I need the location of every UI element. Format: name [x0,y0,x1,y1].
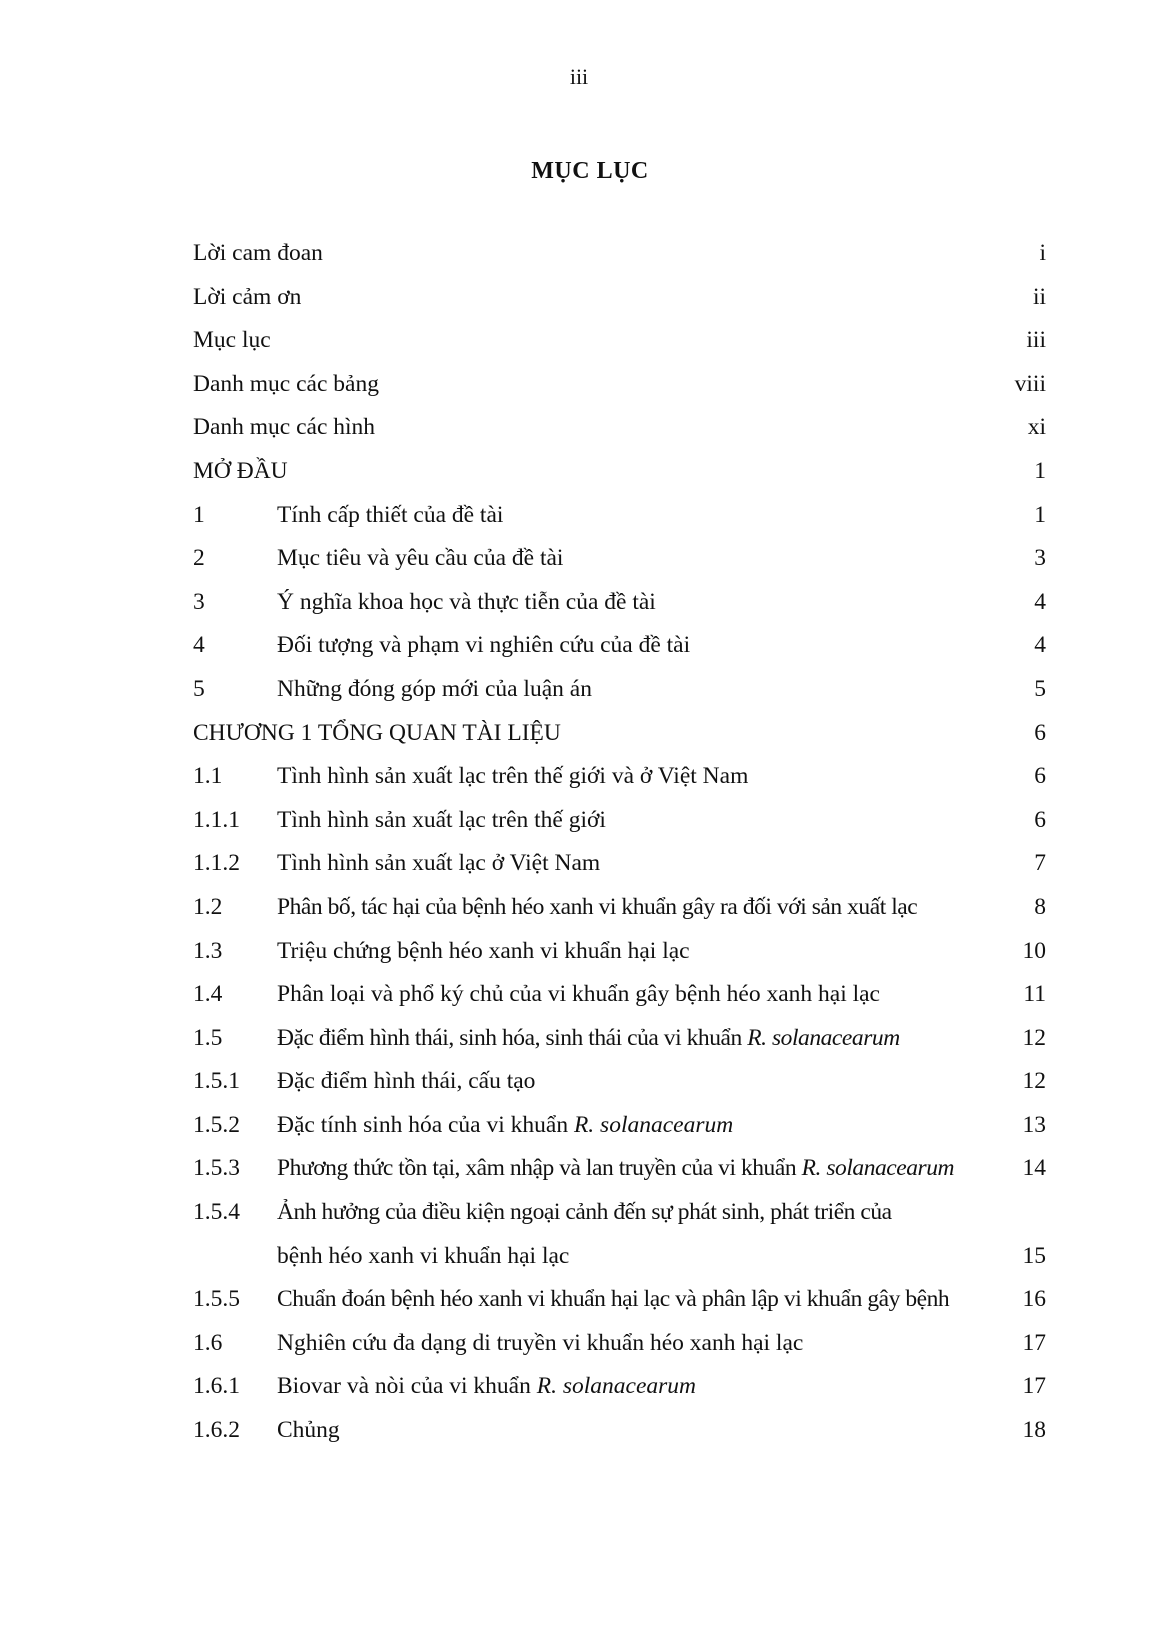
entry-page: xi [1027,414,1046,441]
entry-title: Những đóng góp mới của luận án [277,675,592,702]
entry-title [277,1017,900,1061]
toc-entry [193,276,1046,320]
entry-page: viii [1014,370,1046,397]
entry-page: 16 [1022,1286,1046,1313]
entry-page: 4 [1034,632,1046,659]
toc-entry [193,930,1046,974]
entry-page: 18 [1022,1417,1046,1444]
entry-title: Lời cam đoan [193,240,323,266]
entry-number: 1.6 [193,1329,223,1356]
toc-entry [193,1365,1046,1409]
entry-title-text: Phương thức tồn tại, xâm nhập và lan truyền của vi khuẩn [277,1155,802,1182]
entry-page: 1 [1034,501,1046,528]
entry-title: Ý nghĩa khoa học và thực tiễn của đề tài [277,588,656,615]
entry-number: 1.6.2 [193,1417,240,1444]
entry-page: 14 [1022,1155,1046,1182]
entry-title: Tình hình sản xuất lạc trên thế giới [277,806,606,833]
toc-entry [193,1017,1046,1061]
entry-title: Đặc điểm hình thái, cấu tạo [277,1068,536,1095]
entry-title: Tình hình sản xuất lạc ở Việt Nam [277,850,601,877]
toc-entry [193,581,1046,625]
entry-title [277,1147,954,1191]
entry-number: 2 [193,545,205,572]
entry-title [277,1365,696,1409]
entry-page: 12 [1022,1024,1046,1051]
entry-page: 13 [1022,1111,1046,1138]
entry-page: 7 [1034,850,1046,877]
entry-page: 4 [1034,588,1046,615]
page-title: MỤC LỤC [531,158,649,184]
toc-entry [193,1147,1046,1191]
toc-entry [193,537,1046,581]
toc-entry [193,973,1046,1017]
entry-title-text: Đặc điểm hình thái, sinh hóa, sinh thái của vi khuẩn [277,1024,748,1051]
toc-entry [193,494,1046,538]
table-of-contents [193,232,1046,1453]
entry-title: Chuẩn đoán bệnh héo xanh vi khuẩn hại lạc và phân lập vi khuẩn gây bệnh [277,1286,950,1313]
entry-page: ii [1032,283,1046,310]
entry-number: 1.5.3 [193,1155,240,1182]
toc-entry [193,886,1046,930]
entry-number: 1.1.1 [193,806,240,833]
entry-title: Ảnh hưởng của điều kiện ngoại cảnh đến sự phát sinh, phát triển của [277,1199,892,1226]
entry-number: 1.5.4 [193,1199,240,1226]
entry-title: Lời cảm ơn [193,283,302,310]
entry-title-text: Biovar và nòi của vi khuẩn [277,1373,537,1400]
toc-entry [193,450,1046,494]
entry-number: 4 [193,632,205,659]
entry-page: 6 [1034,719,1046,746]
toc-entry [193,406,1046,450]
toc-entry [193,668,1046,712]
entry-title: Phân bố, tác hại của bệnh héo xanh vi khuẩn gây ra đối với sản xuất lạc [277,893,918,920]
entry-number: 1.5.2 [193,1111,240,1138]
species-name: R. solanacearum [747,1024,900,1051]
entry-page: 17 [1022,1373,1046,1400]
page-number: iii [569,64,589,89]
species-name: R. solanacearum [801,1155,955,1182]
entry-page: 6 [1034,806,1046,833]
entry-title [277,1104,733,1148]
toc-entry-continuation [193,1235,1046,1279]
toc-entry [193,363,1046,407]
entry-title: Phân loại và phổ ký chủ của vi khuẩn gây bệnh héo xanh hại lạc [277,981,880,1008]
toc-entry [193,624,1046,668]
entry-title: CHƯƠNG 1 TỔNG QUAN TÀI LIỆU [193,719,561,746]
species-name: R. solanacearum [573,1111,734,1138]
entry-title: Nghiên cứu đa dạng di truyền vi khuẩn héo xanh hại lạc [277,1329,804,1356]
entry-page: 6 [1034,763,1046,790]
entry-page: 8 [1034,893,1046,920]
entry-title: Danh mục các hình [193,414,376,441]
entry-page: 11 [1023,981,1046,1008]
entry-number: 5 [193,675,205,702]
entry-page: 15 [1022,1242,1046,1269]
entry-page: 5 [1034,675,1046,702]
entry-number: 1.3 [193,937,223,964]
entry-number: 1.5 [193,1024,223,1051]
toc-entry [193,842,1046,886]
entry-title: Mục tiêu và yêu cầu của đề tài [277,545,564,572]
entry-page: 12 [1022,1068,1046,1095]
toc-entry [193,799,1046,843]
entry-page: 3 [1034,545,1046,572]
entry-number: 1.2 [193,893,223,920]
entry-number: 1.5.5 [193,1286,240,1313]
entry-number: 1.5.1 [193,1068,240,1095]
species-name: R. solanacearum [536,1373,697,1400]
toc-entry [193,232,1046,276]
entry-page: 1 [1034,457,1046,484]
entry-page: i [1039,240,1046,266]
entry-number: 1.4 [193,981,223,1008]
entry-title: Triệu chứng bệnh héo xanh vi khuẩn hại lạc [277,937,690,964]
toc-entry [193,319,1046,363]
entry-title: Đối tượng và phạm vi nghiên cứu của đề tài [277,632,691,659]
toc-entry [193,1322,1046,1366]
toc-entry [193,1409,1046,1453]
entry-number: 1.1 [193,763,223,790]
entry-title: Tình hình sản xuất lạc trên thế giới và ở Việt Nam [277,763,749,790]
toc-entry [193,1060,1046,1104]
entry-number: 1.6.1 [193,1373,240,1400]
entry-title: MỞ ĐẦU [193,457,288,484]
entry-title-text: Đặc tính sinh hóa của vi khuẩn [277,1111,574,1138]
entry-number: 1.1.2 [193,850,240,877]
entry-page: iii [1026,327,1046,354]
entry-page: 10 [1022,937,1046,964]
entry-title: Chủng [277,1417,340,1444]
entry-title-continuation: bệnh héo xanh vi khuẩn hại lạc [277,1242,570,1269]
entry-title: Mục lục [193,327,271,354]
toc-entry [193,1191,1046,1235]
entry-number: 3 [193,588,205,615]
entry-title: Tính cấp thiết của đề tài [277,501,504,528]
toc-entry [193,1104,1046,1148]
toc-entry [193,755,1046,799]
toc-entry [193,1278,1046,1322]
entry-number: 1 [193,501,205,528]
entry-title: Danh mục các bảng [193,370,379,397]
toc-entry [193,712,1046,756]
entry-page: 17 [1022,1329,1046,1356]
